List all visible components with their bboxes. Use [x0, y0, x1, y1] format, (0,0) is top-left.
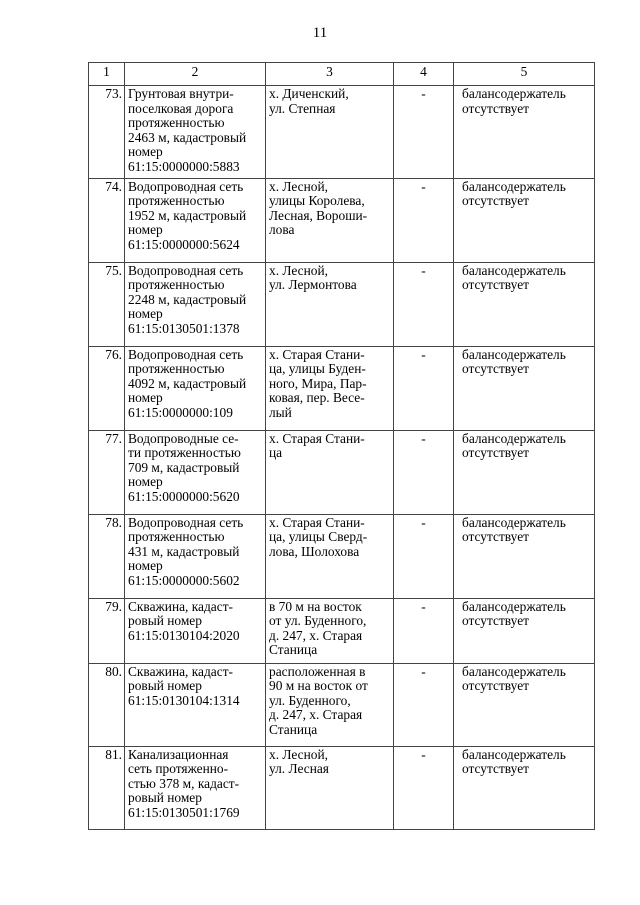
holder-line: отсутствует — [462, 761, 529, 777]
row-number-cell: 78. — [89, 514, 125, 598]
holder-line: балансодержатель — [462, 86, 566, 101]
row-number-cell: 75. — [89, 262, 125, 346]
location-line: ул. Лесная — [269, 761, 329, 777]
name-line: ти протяженностью — [128, 445, 241, 461]
name-line: 2248 м, кадастровый — [128, 291, 247, 307]
location-line: ца, улицы Буден- — [269, 361, 366, 377]
name-line: 431 м, кадастровый — [128, 543, 240, 559]
location-line: в 70 м на восток — [269, 598, 362, 614]
holder-cell — [454, 430, 595, 514]
location-line: 90 м на восток от — [269, 678, 368, 694]
holder-line: отсутствует — [462, 613, 529, 629]
column-4-cell: - — [394, 514, 454, 598]
name-line: ровый номер — [128, 790, 202, 806]
name-line: 61:15:0000000:5620 — [128, 488, 240, 504]
location-cell — [266, 598, 394, 663]
row-number-cell: 74. — [89, 178, 125, 262]
object-name-cell — [125, 663, 266, 746]
location-line: от ул. Буденного, — [269, 613, 367, 629]
holder-cell — [454, 663, 595, 746]
location-line: улицы Королева, — [269, 193, 365, 209]
holder-line: балансодержатель — [462, 746, 566, 762]
object-name-cell — [125, 430, 266, 514]
holder-line: балансодержатель — [462, 663, 566, 679]
location-line: х. Лесной, — [269, 262, 328, 278]
holder-cell — [454, 598, 595, 663]
location-line: Станица — [269, 721, 318, 737]
row-number-cell: 79. — [89, 598, 125, 663]
name-line: 61:15:0000000:5602 — [128, 572, 240, 588]
object-name-cell — [125, 178, 266, 262]
holder-line: балансодержатель — [462, 178, 566, 194]
holder-line: балансодержатель — [462, 430, 566, 446]
table-row — [89, 346, 595, 430]
name-line: протяженностью — [128, 529, 225, 545]
table-header-row — [89, 63, 595, 86]
name-line: 1952 м, кадастровый — [128, 207, 247, 223]
table-row — [89, 514, 595, 598]
header-cell: 5 — [454, 63, 595, 86]
column-4-cell: - — [394, 598, 454, 663]
column-4-cell: - — [394, 262, 454, 346]
name-line: 4092 м, кадастровый — [128, 375, 247, 391]
holder-cell — [454, 514, 595, 598]
location-line: х. Старая Стани- — [269, 430, 365, 446]
row-number-cell: 76. — [89, 346, 125, 430]
table-row — [89, 598, 595, 663]
holder-line: отсутствует — [462, 193, 529, 209]
object-name-cell — [125, 746, 266, 829]
column-4-cell: - — [394, 86, 454, 179]
location-line: х. Лесной, — [269, 746, 328, 762]
page-number: 11 — [312, 25, 328, 41]
registry-table — [88, 62, 595, 830]
column-4-cell: - — [394, 346, 454, 430]
name-line: 61:15:0130501:1769 — [128, 804, 240, 820]
location-cell — [266, 346, 394, 430]
holder-line: отсутствует — [462, 678, 529, 694]
name-line: номер — [128, 558, 163, 574]
name-line: Грунтовая внутри- — [128, 86, 234, 101]
object-name-cell — [125, 86, 266, 179]
location-line: х. Старая Стани- — [269, 346, 365, 362]
name-line: Скважина, кадаст- — [128, 663, 234, 679]
holder-cell — [454, 346, 595, 430]
location-line: д. 247, х. Старая — [269, 627, 363, 643]
name-line: номер — [128, 306, 163, 322]
location-line: расположенная в — [269, 663, 366, 679]
name-line: протяженностью — [128, 193, 225, 209]
location-line: лова — [269, 222, 295, 238]
column-4-cell: - — [394, 746, 454, 829]
location-cell — [266, 663, 394, 746]
name-line: протяженностью — [128, 115, 225, 131]
holder-line: отсутствует — [462, 361, 529, 377]
name-line: 2463 м, кадастровый — [128, 129, 247, 145]
location-line: ул. Буденного, — [269, 692, 351, 708]
object-name-cell — [125, 598, 266, 663]
holder-line: балансодержатель — [462, 262, 566, 278]
holder-line: отсутствует — [462, 529, 529, 545]
holder-line: отсутствует — [462, 445, 529, 461]
header-cell: 1 — [89, 63, 125, 86]
location-cell — [266, 262, 394, 346]
location-line: Лесная, Вороши- — [269, 207, 368, 223]
name-line: Водопроводная сеть — [128, 514, 244, 530]
location-cell — [266, 86, 394, 179]
holder-line: отсутствует — [462, 100, 529, 116]
table-row — [89, 262, 595, 346]
column-4-cell: - — [394, 430, 454, 514]
location-line: ковая, пер. Весе- — [269, 390, 365, 406]
table-row — [89, 663, 595, 746]
location-cell — [266, 430, 394, 514]
holder-cell — [454, 178, 595, 262]
header-cell: 4 — [394, 63, 454, 86]
column-4-cell: - — [394, 663, 454, 746]
name-line: стью 378 м, кадаст- — [128, 775, 240, 791]
name-line: ровый номер — [128, 678, 202, 694]
name-line: номер — [128, 222, 163, 238]
name-line: Водопроводная сеть — [128, 178, 244, 194]
name-line: протяженностью — [128, 277, 225, 293]
location-line: х. Старая Стани- — [269, 514, 365, 530]
name-line: 61:15:0130104:1314 — [128, 692, 240, 708]
name-line: 61:15:0000000:5883 — [128, 158, 240, 174]
name-line: 61:15:0000000:5624 — [128, 236, 240, 252]
name-line: Скважина, кадаст- — [128, 598, 234, 614]
table-row — [89, 86, 595, 179]
object-name-cell — [125, 346, 266, 430]
location-line: лый — [269, 404, 292, 420]
holder-line: балансодержатель — [462, 598, 566, 614]
row-number-cell: 77. — [89, 430, 125, 514]
location-line: ного, Мира, Пар- — [269, 375, 367, 391]
name-line: Водопроводные се- — [128, 430, 239, 446]
location-cell — [266, 746, 394, 829]
name-line: ровый номер — [128, 613, 202, 629]
name-line: Водопроводная сеть — [128, 262, 244, 278]
object-name-cell — [125, 262, 266, 346]
name-line: номер — [128, 144, 163, 160]
name-line: 709 м, кадастровый — [128, 459, 240, 475]
header-cell: 2 — [125, 63, 266, 86]
name-line: 61:15:0130501:1378 — [128, 320, 240, 336]
name-line: поселковая дорога — [128, 100, 234, 116]
location-cell — [266, 514, 394, 598]
location-line: ул. Степная — [269, 100, 336, 116]
row-number-cell: 81. — [89, 746, 125, 829]
name-line: 61:15:0130104:2020 — [128, 627, 240, 643]
location-line: лова, Шолохова — [269, 543, 360, 559]
location-line: х. Диченский, — [269, 86, 349, 101]
location-line: ца — [269, 445, 283, 461]
location-cell — [266, 178, 394, 262]
row-number-cell: 80. — [89, 663, 125, 746]
location-line: д. 247, х. Старая — [269, 707, 363, 723]
name-line: Водопроводная сеть — [128, 346, 244, 362]
holder-line: балансодержатель — [462, 346, 566, 362]
table-row — [89, 746, 595, 829]
column-4-cell: - — [394, 178, 454, 262]
name-line: протяженностью — [128, 361, 225, 377]
object-name-cell — [125, 514, 266, 598]
holder-line: отсутствует — [462, 277, 529, 293]
name-line: сеть протяженно- — [128, 761, 229, 777]
holder-cell — [454, 86, 595, 179]
holder-cell — [454, 262, 595, 346]
table-row — [89, 178, 595, 262]
name-line: Канализационная — [128, 746, 229, 762]
location-line: Станица — [269, 642, 318, 658]
location-line: ца, улицы Сверд- — [269, 529, 368, 545]
header-cell: 3 — [266, 63, 394, 86]
holder-line: балансодержатель — [462, 514, 566, 530]
row-number-cell: 73. — [89, 86, 125, 179]
name-line: 61:15:0000000:109 — [128, 404, 233, 420]
table-row — [89, 430, 595, 514]
holder-cell — [454, 746, 595, 829]
name-line: номер — [128, 390, 163, 406]
location-line: х. Лесной, — [269, 178, 328, 194]
name-line: номер — [128, 474, 163, 490]
location-line: ул. Лермонтова — [269, 277, 357, 293]
